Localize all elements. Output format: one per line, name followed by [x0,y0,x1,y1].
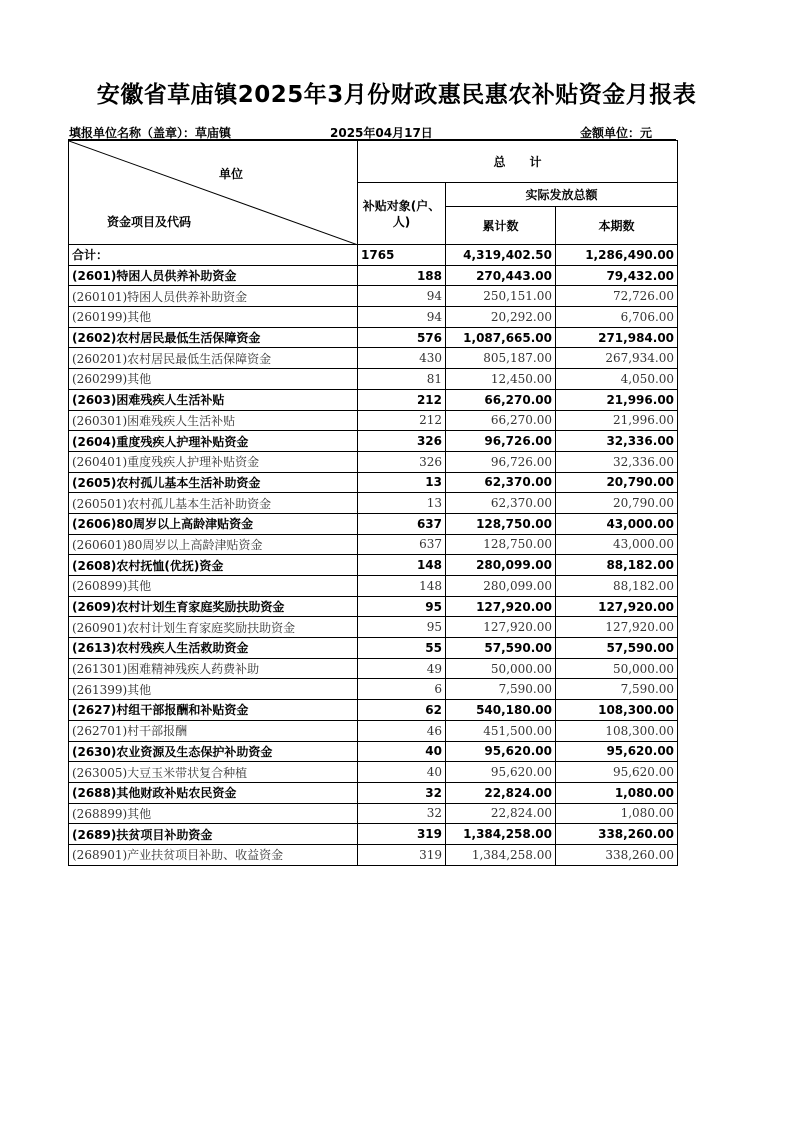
report-title: 安徽省草庙镇2025年3月份财政惠民惠农补贴资金月报表 [96,82,697,108]
category-row [69,327,678,348]
header-unit-label: 单位 [219,167,244,181]
row-label: (261301)困难精神残疾人药费补助 [69,658,358,679]
row-label: (262701)村干部报酬 [69,720,358,741]
row-count: 62 [358,700,446,721]
row-label: (260901)农村计划生育家庭奖励扶助资金 [69,617,358,638]
row-label: (260899)其他 [69,576,358,597]
row-cumulative: 95,620.00 [446,762,556,783]
header-recipients: 补贴对象(户、人) [358,183,446,245]
row-count: 95 [358,596,446,617]
subitem-row [69,493,678,514]
row-current: 57,590.00 [556,638,678,659]
row-label: (2627)村组干部报酬和补贴资金 [69,700,358,721]
row-cumulative: 805,187.00 [446,348,556,369]
category-row [69,741,678,762]
subitem-row [69,720,678,741]
row-cumulative: 1,384,258.00 [446,824,556,845]
subitem-row [69,658,678,679]
row-count: 430 [358,348,446,369]
row-count: 188 [358,265,446,286]
subitem-row [69,410,678,431]
row-count: 319 [358,824,446,845]
row-cumulative: 96,726.00 [446,451,556,472]
row-label: (260301)困难残疾人生活补贴 [69,410,358,431]
row-current: 88,182.00 [556,576,678,597]
row-cumulative: 22,824.00 [446,803,556,824]
row-current: 20,790.00 [556,472,678,493]
row-cumulative: 451,500.00 [446,720,556,741]
row-current: 338,260.00 [556,844,678,865]
row-cumulative: 270,443.00 [446,265,556,286]
row-label: (2608)农村抚恤(优抚)资金 [69,555,358,576]
subitem-row [69,534,678,555]
row-cumulative: 1,087,665.00 [446,327,556,348]
row-count: 148 [358,555,446,576]
row-label: (2609)农村计划生育家庭奖励扶助资金 [69,596,358,617]
header-current: 本期数 [556,207,678,245]
row-cumulative: 66,270.00 [446,389,556,410]
row-count: 49 [358,658,446,679]
row-current: 72,726.00 [556,286,678,307]
row-count: 32 [358,803,446,824]
row-cumulative: 540,180.00 [446,700,556,721]
row-current: 95,620.00 [556,741,678,762]
row-cumulative: 128,750.00 [446,513,556,534]
row-current: 338,260.00 [556,824,678,845]
row-cumulative: 127,920.00 [446,617,556,638]
report-table [68,140,678,866]
row-current: 267,934.00 [556,348,678,369]
header-actual-group: 实际发放总额 [446,183,678,207]
row-current: 1,080.00 [556,803,678,824]
row-current: 50,000.00 [556,658,678,679]
row-label: (2601)特困人员供养补助资金 [69,265,358,286]
category-row [69,824,678,845]
row-label: (263005)大豆玉米带状复合种植 [69,762,358,783]
row-label: (260601)80周岁以上高龄津贴资金 [69,534,358,555]
row-label: (261399)其他 [69,679,358,700]
subitem-row [69,348,678,369]
category-row [69,389,678,410]
row-current: 43,000.00 [556,534,678,555]
row-current: 127,920.00 [556,596,678,617]
row-cumulative: 7,590.00 [446,679,556,700]
row-label: (260501)农村孤儿基本生活补助资金 [69,493,358,514]
row-count: 212 [358,389,446,410]
total-current: 1,286,490.00 [556,245,678,266]
row-current: 21,996.00 [556,410,678,431]
row-count: 326 [358,431,446,452]
row-count: 94 [358,286,446,307]
row-count: 576 [358,327,446,348]
header-total-group: 总 计 [358,141,678,183]
row-count: 6 [358,679,446,700]
total-label: 合计： [69,245,358,266]
row-label: (2603)困难残疾人生活补贴 [69,389,358,410]
row-label: (2606)80周岁以上高龄津贴资金 [69,513,358,534]
row-current: 4,050.00 [556,369,678,390]
row-label: (268901)产业扶贫项目补助、收益资金 [69,844,358,865]
row-cumulative: 280,099.00 [446,576,556,597]
row-cumulative: 128,750.00 [446,534,556,555]
total-count: 1765 [358,245,446,266]
row-label: (260101)特困人员供养补助资金 [69,286,358,307]
row-cumulative: 50,000.00 [446,658,556,679]
category-row [69,596,678,617]
subitem-row [69,307,678,328]
row-count: 13 [358,472,446,493]
currency-unit: 金额单位：元 [580,126,653,140]
reporting-unit: 填报单位名称（盖章）：草庙镇 [69,126,232,140]
row-current: 127,920.00 [556,617,678,638]
category-row [69,638,678,659]
row-current: 43,000.00 [556,513,678,534]
category-row [69,782,678,803]
row-cumulative: 280,099.00 [446,555,556,576]
row-count: 40 [358,741,446,762]
category-row [69,700,678,721]
row-cumulative: 250,151.00 [446,286,556,307]
subitem-row [69,369,678,390]
row-label: (260401)重度残疾人护理补贴资金 [69,451,358,472]
row-count: 637 [358,513,446,534]
subitem-row [69,286,678,307]
row-count: 40 [358,762,446,783]
row-current: 32,336.00 [556,431,678,452]
header-item-label: 资金项目及代码 [107,215,192,229]
row-current: 79,432.00 [556,265,678,286]
row-cumulative: 12,450.00 [446,369,556,390]
row-current: 7,590.00 [556,679,678,700]
row-count: 148 [358,576,446,597]
row-current: 108,300.00 [556,700,678,721]
row-current: 95,620.00 [556,762,678,783]
row-count: 637 [358,534,446,555]
row-cumulative: 66,270.00 [446,410,556,431]
row-label: (2689)扶贫项目补助资金 [69,824,358,845]
row-cumulative: 62,370.00 [446,472,556,493]
row-cumulative: 127,920.00 [446,596,556,617]
row-current: 21,996.00 [556,389,678,410]
row-label: (2605)农村孤儿基本生活补助资金 [69,472,358,493]
row-count: 13 [358,493,446,514]
row-label: (2604)重度残疾人护理补贴资金 [69,431,358,452]
row-current: 20,790.00 [556,493,678,514]
row-label: (268899)其他 [69,803,358,824]
row-count: 95 [358,617,446,638]
row-label: (260201)农村居民最低生活保障资金 [69,348,358,369]
row-current: 1,080.00 [556,782,678,803]
row-label: (2630)农业资源及生态保护补助资金 [69,741,358,762]
subitem-row [69,576,678,597]
category-row [69,431,678,452]
diagonal-header-cell [69,141,358,245]
row-cumulative: 22,824.00 [446,782,556,803]
category-row [69,513,678,534]
row-current: 88,182.00 [556,555,678,576]
row-cumulative: 62,370.00 [446,493,556,514]
header-cumulative: 累计数 [446,207,556,245]
category-row [69,555,678,576]
total-cumulative: 4,319,402.50 [446,245,556,266]
row-cumulative: 1,384,258.00 [446,844,556,865]
row-label: (2602)农村居民最低生活保障资金 [69,327,358,348]
row-count: 94 [358,307,446,328]
row-count: 326 [358,451,446,472]
row-label: (2688)其他财政补贴农民资金 [69,782,358,803]
row-current: 6,706.00 [556,307,678,328]
total-row [69,245,678,266]
row-count: 55 [358,638,446,659]
subitem-row [69,451,678,472]
subitem-row [69,762,678,783]
subitem-row [69,844,678,865]
category-row [69,265,678,286]
subitem-row [69,679,678,700]
row-label: (260199)其他 [69,307,358,328]
row-cumulative: 20,292.00 [446,307,556,328]
row-current: 108,300.00 [556,720,678,741]
subitem-row [69,803,678,824]
report-date: 2025年04月17日 [330,126,433,140]
row-count: 212 [358,410,446,431]
row-current: 271,984.00 [556,327,678,348]
row-count: 32 [358,782,446,803]
row-count: 81 [358,369,446,390]
row-count: 319 [358,844,446,865]
row-cumulative: 57,590.00 [446,638,556,659]
row-current: 32,336.00 [556,451,678,472]
category-row [69,472,678,493]
row-cumulative: 95,620.00 [446,741,556,762]
row-count: 46 [358,720,446,741]
row-label: (260299)其他 [69,369,358,390]
subitem-row [69,617,678,638]
row-label: (2613)农村残疾人生活救助资金 [69,638,358,659]
row-cumulative: 96,726.00 [446,431,556,452]
